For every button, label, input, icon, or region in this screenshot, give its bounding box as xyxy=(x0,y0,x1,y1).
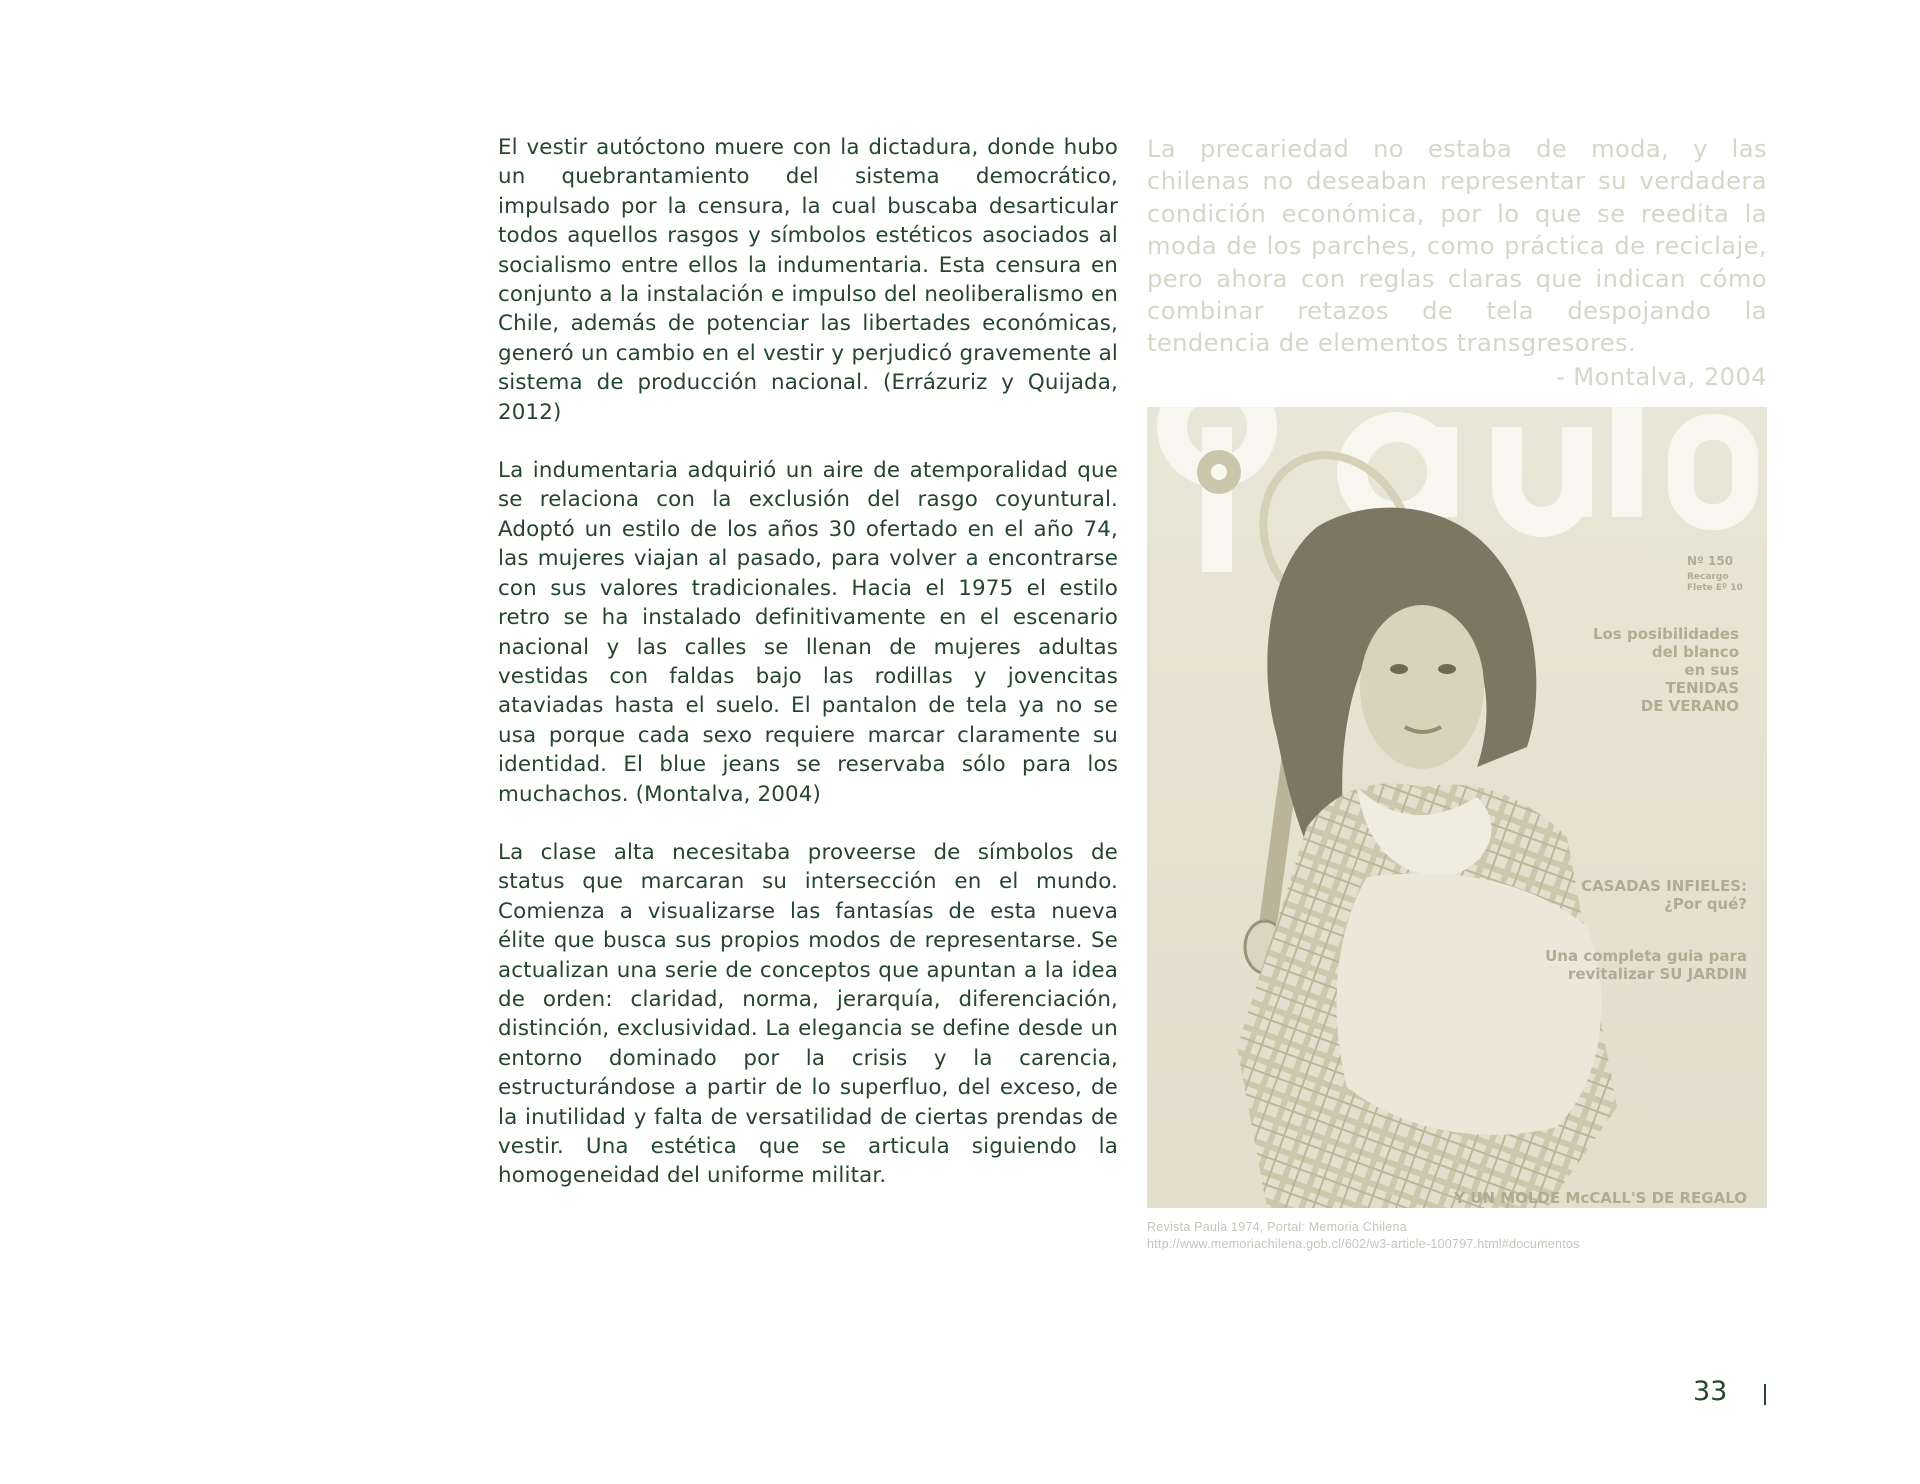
cover-headline: CASADAS INFIELES: xyxy=(1581,877,1747,895)
caption-url: http://www.memoriachilena.gob.cl/602/w3-article-100797.html#documentos xyxy=(1147,1237,1580,1251)
cover-headline: del blanco xyxy=(1651,643,1739,661)
pull-quote xyxy=(1147,133,1767,393)
body-paragraph: El vestir autóctono muere con la dictadura, donde hubo un quebrantamiento del sistema democrático, impulsado por la censura, la cual buscaba desarticular todos aquellos rasgos y símbolos estéticos asociados al socialismo entre ellos la indumentaria. Esta censura en conjunto a la instalación e impulso del neoliberalismo en Chile, además de potenciar las libertades económicas, generó un cambio en el vestir y perjudicó gravemente al sistema de producción nacional. (Errázuriz y Quijada, 2012) xyxy=(498,135,1118,425)
page-number: 33 xyxy=(1693,1376,1728,1407)
magazine-cover-image xyxy=(1147,407,1767,1208)
cover-headline: Los posibilidades xyxy=(1593,625,1739,643)
quote-text: La precariedad no estaba de moda, y las chilenas no deseaban representar su verdadera condición económica, por lo que se reedita la moda de los parches, como práctica de reciclaje, pero ahora con reglas claras que indican cómo combinar retazos de tela despojando la tendencia de elementos transgresores. xyxy=(1147,135,1767,358)
cover-price: Flete Eº 10 xyxy=(1687,583,1743,593)
cover-price: Recargo xyxy=(1687,572,1729,582)
caption-source: Revista Paula 1974, Portal: Memoria Chilena xyxy=(1147,1220,1407,1234)
body-paragraph: La clase alta necesitaba proveerse de símbolos de status que marcaran su intersección en el mundo. Comienza a visualizarse las fantasías de esta nueva élite que busca sus propios modos de representarse. Se actualizan una serie de conceptos que apuntan a la idea de orden: claridad, norma, jerarquía, diferenciación, distinción, exclusividad. La elegancia se define desde un entorno dominado por la crisis y la carencia, estructurándose a partir de lo superfluo, del exceso, de la inutilidad y falta de versatilidad de ciertas prendas de vestir. Una estética que se articula siguiendo la homogeneidad del uniforme militar. xyxy=(498,839,1118,1189)
cover-headline: en sus xyxy=(1684,661,1739,679)
cover-headline: ¿Por qué? xyxy=(1664,895,1747,913)
cover-headline: TENIDAS xyxy=(1665,679,1739,697)
body-text-column xyxy=(498,133,1118,1220)
cover-issue: Nº 150 xyxy=(1687,554,1734,568)
cover-footer: Y UN MOLDE McCALL'S DE REGALO xyxy=(1454,1189,1747,1207)
body-paragraph: La indumentaria adquirió un aire de atemporalidad que se relaciona con la exclusión del rasgo coyuntural. Adoptó un estilo de los años 30 ofertado en el año 74, las mujeres viajan al pasado, para volver a encontrarse con sus valores tradicionales. Hacia el 1975 el estilo retro se ha instalado definitivamente en el escenario nacional y las calles se llenan de mujeres adultas vestidas con faldas bajo las rodillas y jovencitas ataviadas hasta el suelo. El pantalon de tela ya no se usa porque cada sexo requiere marcar claramente su identidad. El blue jeans se reservaba sólo para los muchachos. (Montalva, 2004) xyxy=(498,458,1118,807)
image-caption xyxy=(1147,1219,1787,1253)
quote-attribution: - Montalva, 2004 xyxy=(1556,362,1767,391)
page-number-divider xyxy=(1764,1384,1766,1405)
cover-headline: DE VERANO xyxy=(1640,697,1739,715)
cover-headline: revitalizar SU JARDIN xyxy=(1567,965,1747,983)
cover-headline: Una completa guia para xyxy=(1545,947,1747,965)
